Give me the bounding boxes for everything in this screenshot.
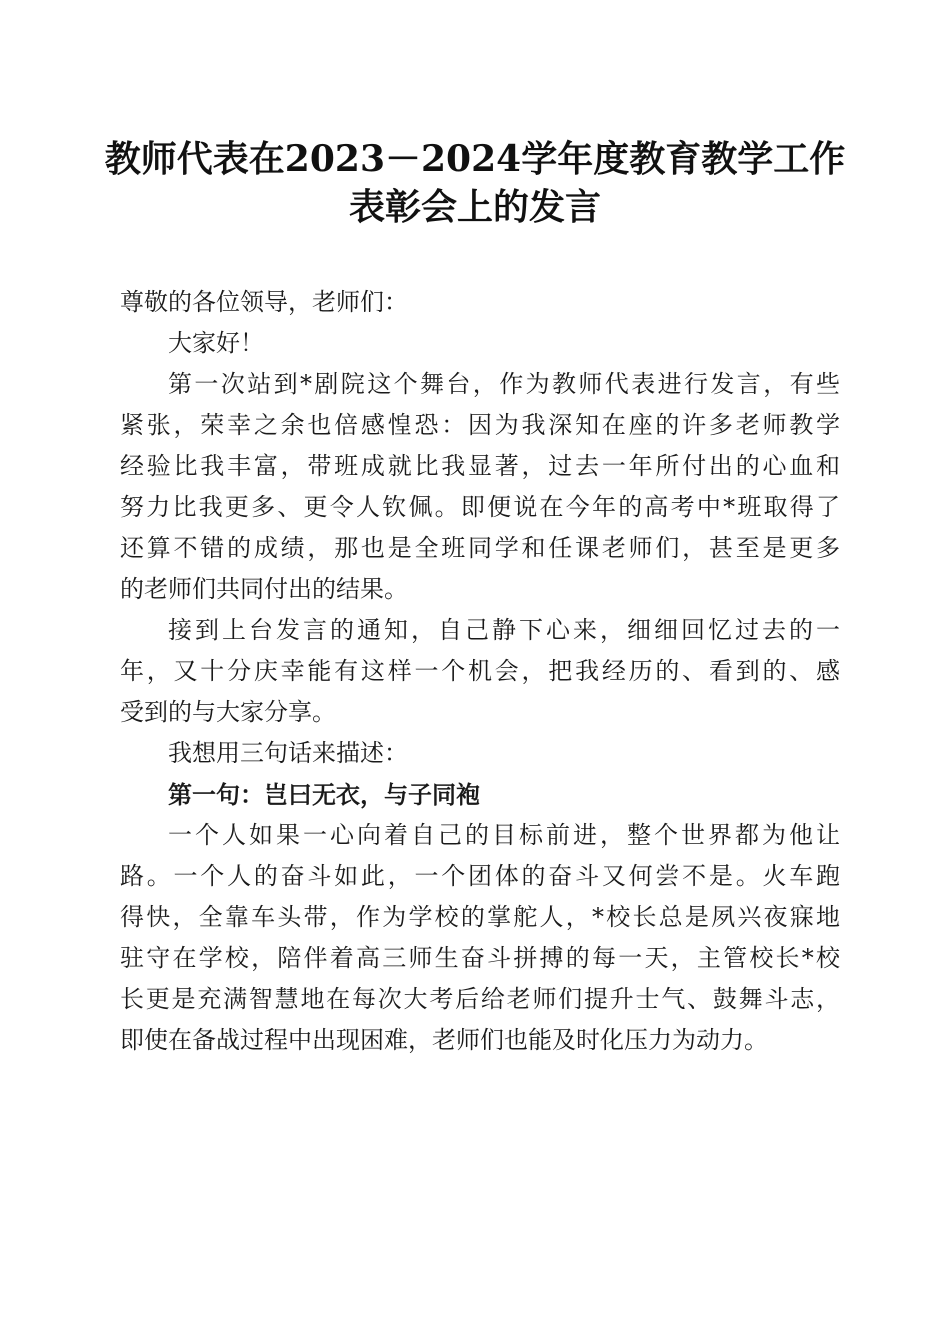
section-heading: 第一句：岂曰无衣，与子同袍 — [168, 780, 480, 809]
paragraph-line: 长更是充满智慧地在每次大考后给老师们提升士气、鼓舞斗志， — [120, 985, 840, 1013]
paragraph-line: 即使在备战过程中出现困难，老师们也能及时化压力为动力。 — [120, 1026, 768, 1054]
paragraph-line: 第一次站到*剧院这个舞台，作为教师代表进行发言，有些 — [168, 370, 840, 398]
paragraph-line: 受到的与大家分享。 — [120, 698, 336, 726]
paragraph-line: 接到上台发言的通知，自己静下心来，细细回忆过去的一 — [168, 616, 840, 644]
paragraph-line: 年，又十分庆幸能有这样一个机会，把我经历的、看到的、感 — [120, 657, 840, 685]
paragraph-line: 我想用三句话来描述： — [168, 739, 408, 767]
title-line-1: 教师代表在2023－2024学年度教育教学工作 — [104, 138, 846, 180]
paragraph-line: 驻守在学校，陪伴着高三师生奋斗拼搏的每一天，主管校长*校 — [120, 944, 840, 972]
paragraph-line: 路。一个人的奋斗如此，一个团体的奋斗又何尝不是。火车跑 — [120, 862, 840, 890]
salutation: 尊敬的各位领导，老师们： — [120, 288, 408, 316]
paragraph-line: 得快，全靠车头带，作为学校的掌舵人，*校长总是夙兴夜寐地 — [120, 903, 840, 931]
title-line-2: 表彰会上的发言 — [348, 186, 601, 228]
paragraph-line: 一个人如果一心向着自己的目标前进，整个世界都为他让 — [168, 821, 840, 849]
greeting: 大家好！ — [168, 329, 264, 357]
paragraph-line: 还算不错的成绩，那也是全班同学和任课老师们，甚至是更多 — [120, 534, 840, 562]
paragraph-line: 的老师们共同付出的结果。 — [120, 575, 408, 603]
paragraph-line: 努力比我更多、更令人钦佩。即便说在今年的高考中*班取得了 — [120, 493, 840, 521]
paragraph-line: 经验比我丰富，带班成就比我显著，过去一年所付出的心血和 — [120, 452, 840, 480]
paragraph-line: 紧张，荣幸之余也倍感惶恐：因为我深知在座的许多老师教学 — [120, 411, 840, 439]
document-body — [120, 282, 840, 1061]
